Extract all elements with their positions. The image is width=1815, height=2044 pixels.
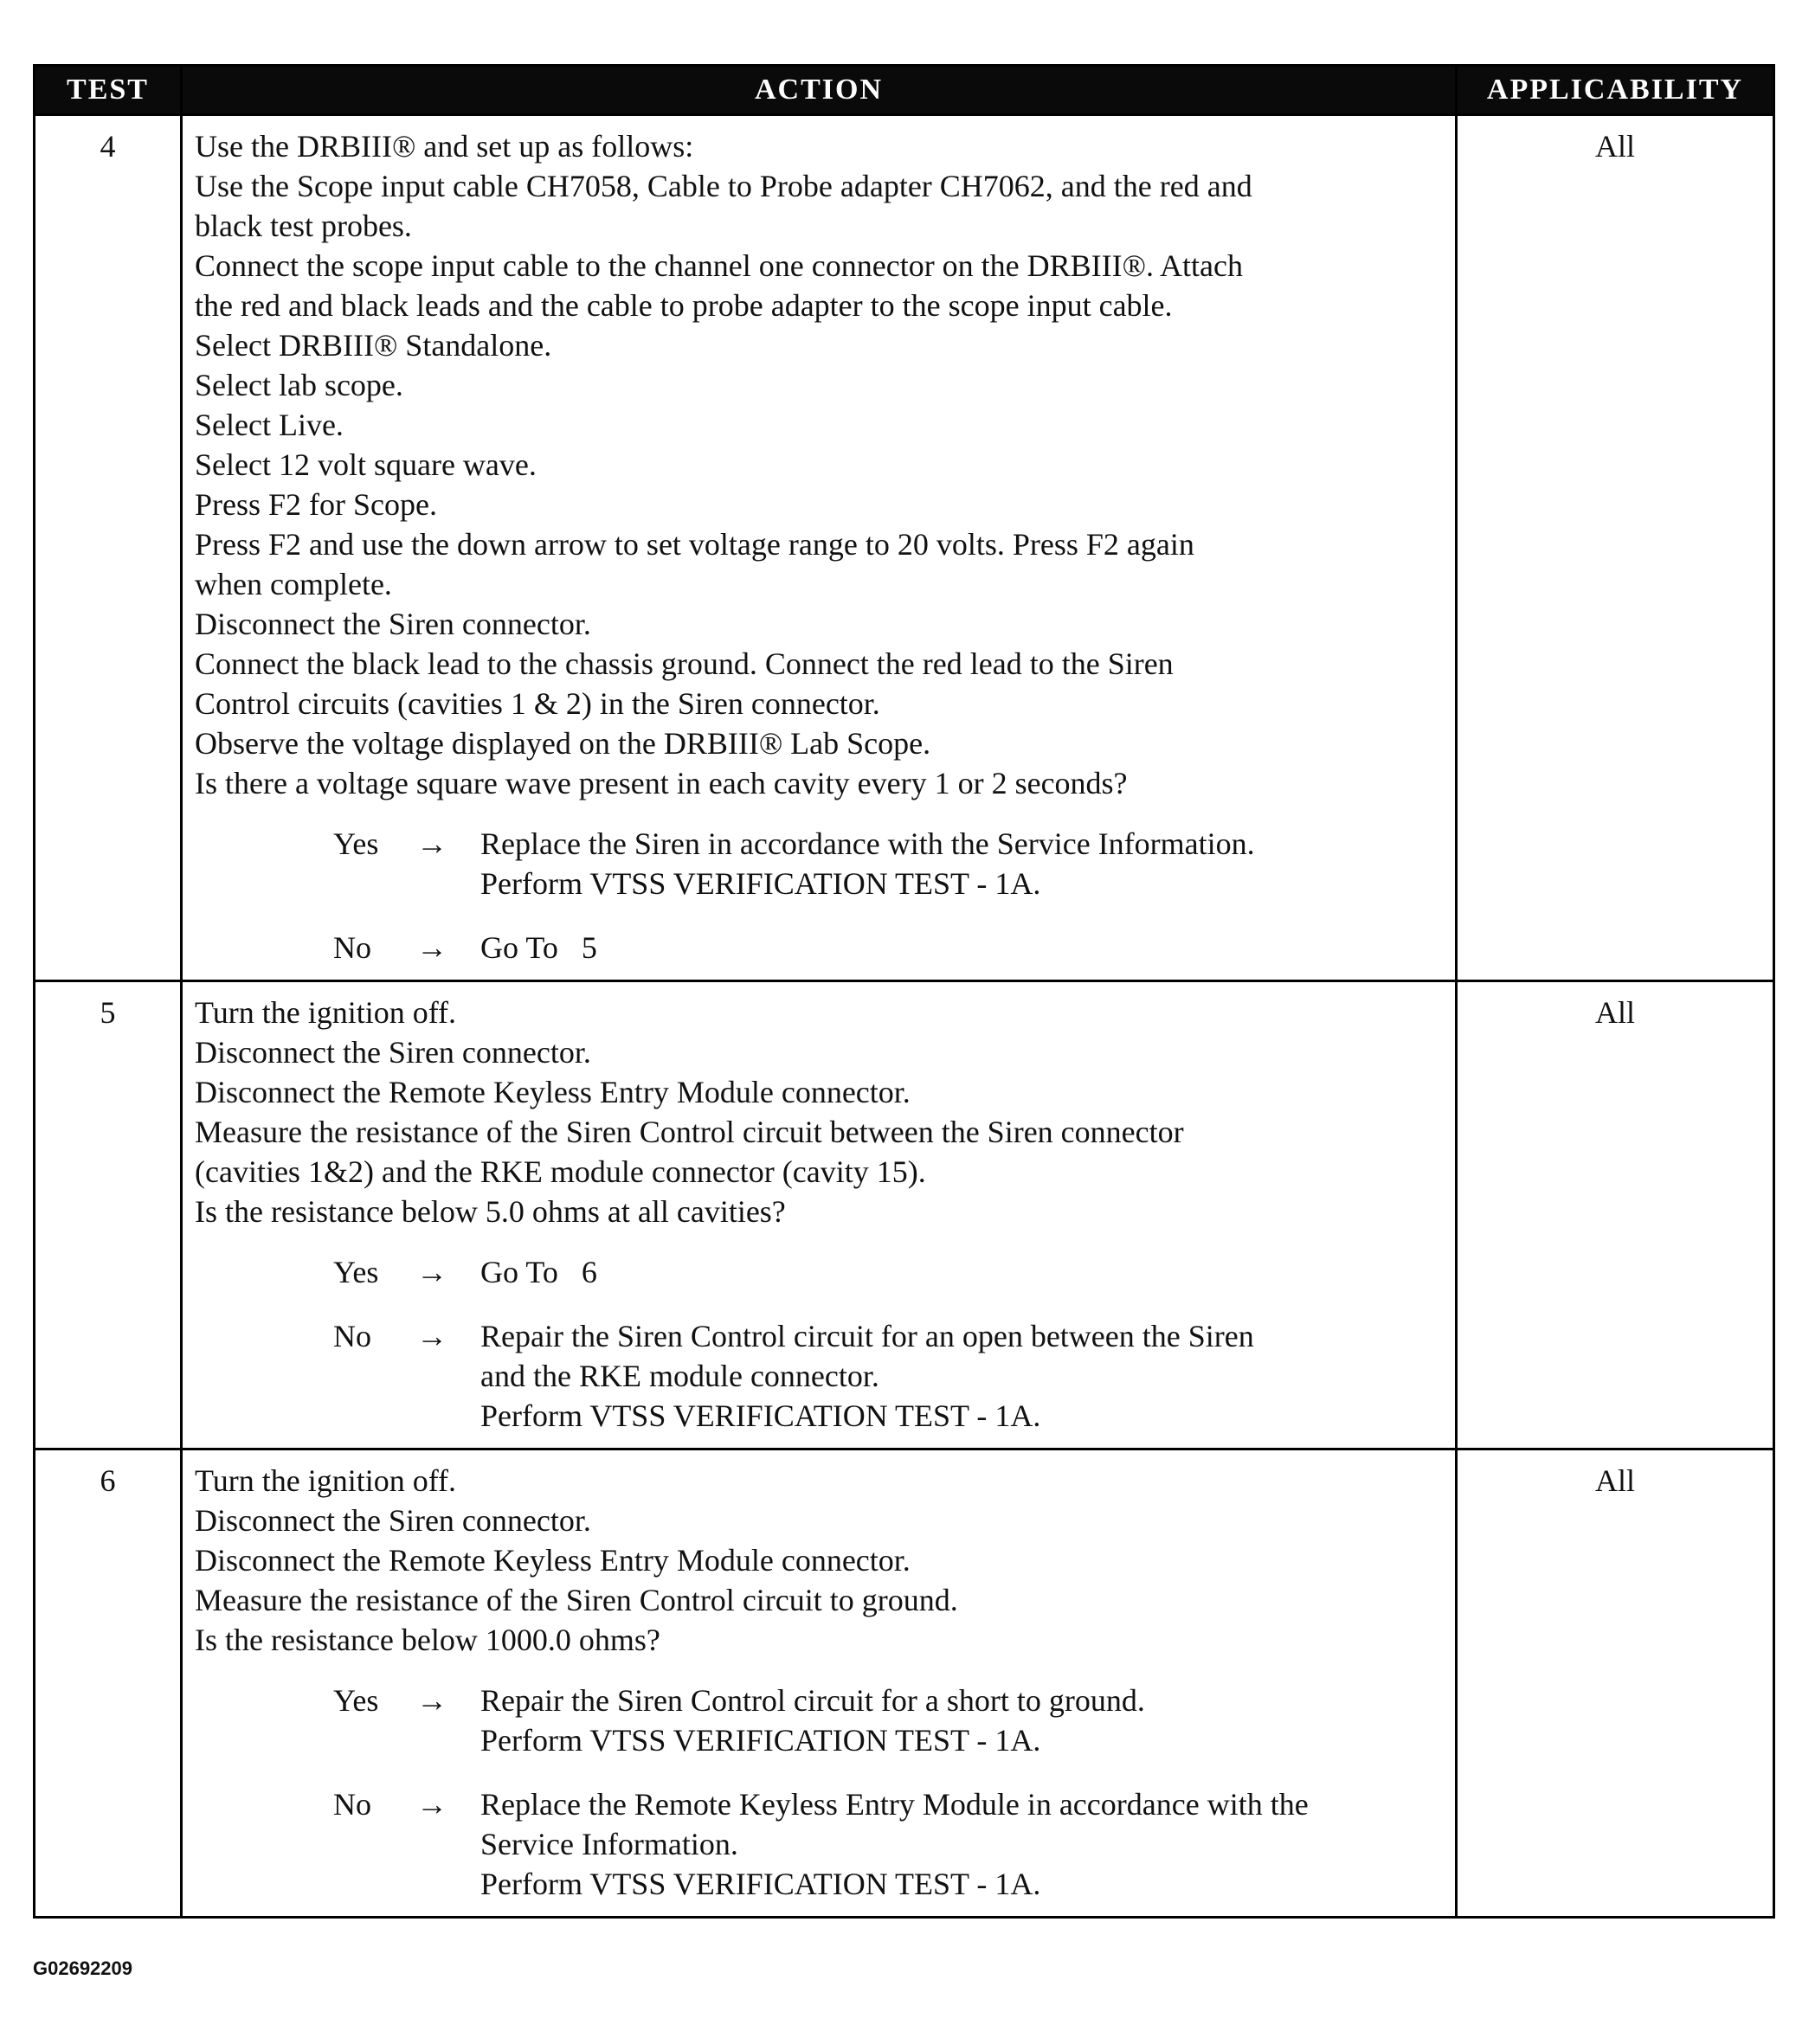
test-number: 4 <box>35 115 182 981</box>
arrow-right-icon: → <box>416 930 447 965</box>
answer-label: Yes <box>333 1255 379 1289</box>
applicability-cell: All <box>1457 1449 1774 1918</box>
action-line: Use the DRBIII® and set up as follows: <box>195 129 694 164</box>
table-header <box>35 66 1774 115</box>
answer-label: Yes <box>333 1683 379 1718</box>
action-line: when complete. <box>195 567 392 601</box>
answer-label: No <box>333 1319 371 1353</box>
action-line: black test probes. <box>195 209 412 243</box>
action-cell <box>182 1449 1457 1918</box>
action-line: Press F2 and use the down arrow to set voltage range to 20 volts. Press F2 again <box>195 527 1194 562</box>
answer-line: and the RKE module connector. <box>480 1359 879 1393</box>
answer-text <box>480 1784 1445 1904</box>
answer-list <box>195 1252 1445 1436</box>
arrow-right-icon: → <box>416 1319 447 1353</box>
answer-line: Service Information. <box>480 1827 738 1861</box>
action-line: Use the Scope input cable CH7058, Cable to Probe adapter CH7062, and the red and <box>195 169 1252 203</box>
answer-label: Yes <box>333 826 379 861</box>
header-test: TEST <box>35 66 182 115</box>
answer-list <box>195 824 1445 967</box>
applicability-cell: All <box>1457 115 1774 981</box>
answer-line: Perform VTSS VERIFICATION TEST - 1A. <box>480 1867 1041 1901</box>
answer-line: Perform VTSS VERIFICATION TEST - 1A. <box>480 1398 1041 1433</box>
action-line: Is the resistance below 1000.0 ohms? <box>195 1623 660 1657</box>
action-line: (cavities 1&2) and the RKE module connector (cavity 15). <box>195 1154 926 1189</box>
action-line: Measure the resistance of the Siren Control circuit to ground. <box>195 1583 958 1617</box>
answer-text <box>480 824 1445 903</box>
header-action: ACTION <box>182 66 1457 115</box>
arrow-right-icon: → <box>416 826 447 861</box>
answer-list <box>195 1681 1445 1904</box>
action-line: Disconnect the Siren connector. <box>195 1503 591 1538</box>
action-cell <box>182 981 1457 1449</box>
answer-text <box>480 1316 1445 1436</box>
action-line: Is there a voltage square wave present in each cavity every 1 or 2 seconds? <box>195 766 1128 800</box>
test-number: 5 <box>35 981 182 1449</box>
action-line: Is the resistance below 5.0 ohms at all cavities? <box>195 1194 786 1229</box>
action-line: Press F2 for Scope. <box>195 487 437 522</box>
answer-yes <box>195 1681 1445 1760</box>
answer-no <box>195 1316 1445 1436</box>
answer-text <box>480 928 1445 967</box>
action-line: Select DRBIII® Standalone. <box>195 328 552 363</box>
action-line: Control circuits (cavities 1 & 2) in the Siren connector. <box>195 686 880 721</box>
action-line: Select 12 volt square wave. <box>195 447 537 482</box>
action-line: Measure the resistance of the Siren Control circuit between the Siren connector <box>195 1115 1184 1149</box>
answer-label: No <box>333 1787 371 1822</box>
answer-line: Replace the Remote Keyless Entry Module in accordance with the <box>480 1787 1309 1822</box>
action-line: Select Live. <box>195 408 344 442</box>
answer-no <box>195 928 1445 967</box>
action-line: the red and black leads and the cable to probe adapter to the scope input cable. <box>195 288 1173 323</box>
table-row <box>35 981 1774 1449</box>
action-line: Turn the ignition off. <box>195 995 457 1030</box>
action-line: Connect the black lead to the chassis ground. Connect the red lead to the Siren <box>195 646 1174 681</box>
arrow-right-icon: → <box>416 1787 447 1822</box>
answer-label: No <box>333 930 371 965</box>
arrow-right-icon: → <box>416 1255 447 1289</box>
answer-line: Repair the Siren Control circuit for a short to ground. <box>480 1683 1145 1718</box>
table-body <box>35 115 1774 1918</box>
header-applicability: APPLICABILITY <box>1457 66 1774 115</box>
action-line: Observe the voltage displayed on the DRBIII® Lab Scope. <box>195 726 931 761</box>
answer-text <box>480 1681 1445 1760</box>
figure-id: G02692209 <box>33 1957 132 1979</box>
action-line: Disconnect the Remote Keyless Entry Module connector. <box>195 1075 911 1109</box>
answer-yes <box>195 824 1445 903</box>
action-line: Connect the scope input cable to the channel one connector on the DRBIII®. Attach <box>195 248 1243 283</box>
arrow-right-icon: → <box>416 1683 447 1718</box>
action-line: Turn the ignition off. <box>195 1463 457 1498</box>
test-number: 6 <box>35 1449 182 1918</box>
applicability-cell: All <box>1457 981 1774 1449</box>
diagnostic-test-table <box>33 64 1775 1919</box>
action-line: Select lab scope. <box>195 368 403 402</box>
action-line: Disconnect the Remote Keyless Entry Module connector. <box>195 1543 911 1578</box>
answer-no <box>195 1784 1445 1904</box>
answer-text <box>480 1252 1445 1292</box>
action-line: Disconnect the Siren connector. <box>195 1035 591 1070</box>
action-cell <box>182 115 1457 981</box>
answer-line: Go To 5 <box>480 930 597 965</box>
answer-line: Replace the Siren in accordance with the Service Information. <box>480 826 1255 861</box>
action-line: Disconnect the Siren connector. <box>195 607 591 641</box>
answer-yes <box>195 1252 1445 1292</box>
answer-line: Go To 6 <box>480 1255 597 1289</box>
answer-line: Perform VTSS VERIFICATION TEST - 1A. <box>480 1723 1041 1758</box>
answer-line: Repair the Siren Control circuit for an open between the Siren <box>480 1319 1254 1353</box>
answer-line: Perform VTSS VERIFICATION TEST - 1A. <box>480 866 1041 901</box>
table-row <box>35 1449 1774 1918</box>
table-row <box>35 115 1774 981</box>
